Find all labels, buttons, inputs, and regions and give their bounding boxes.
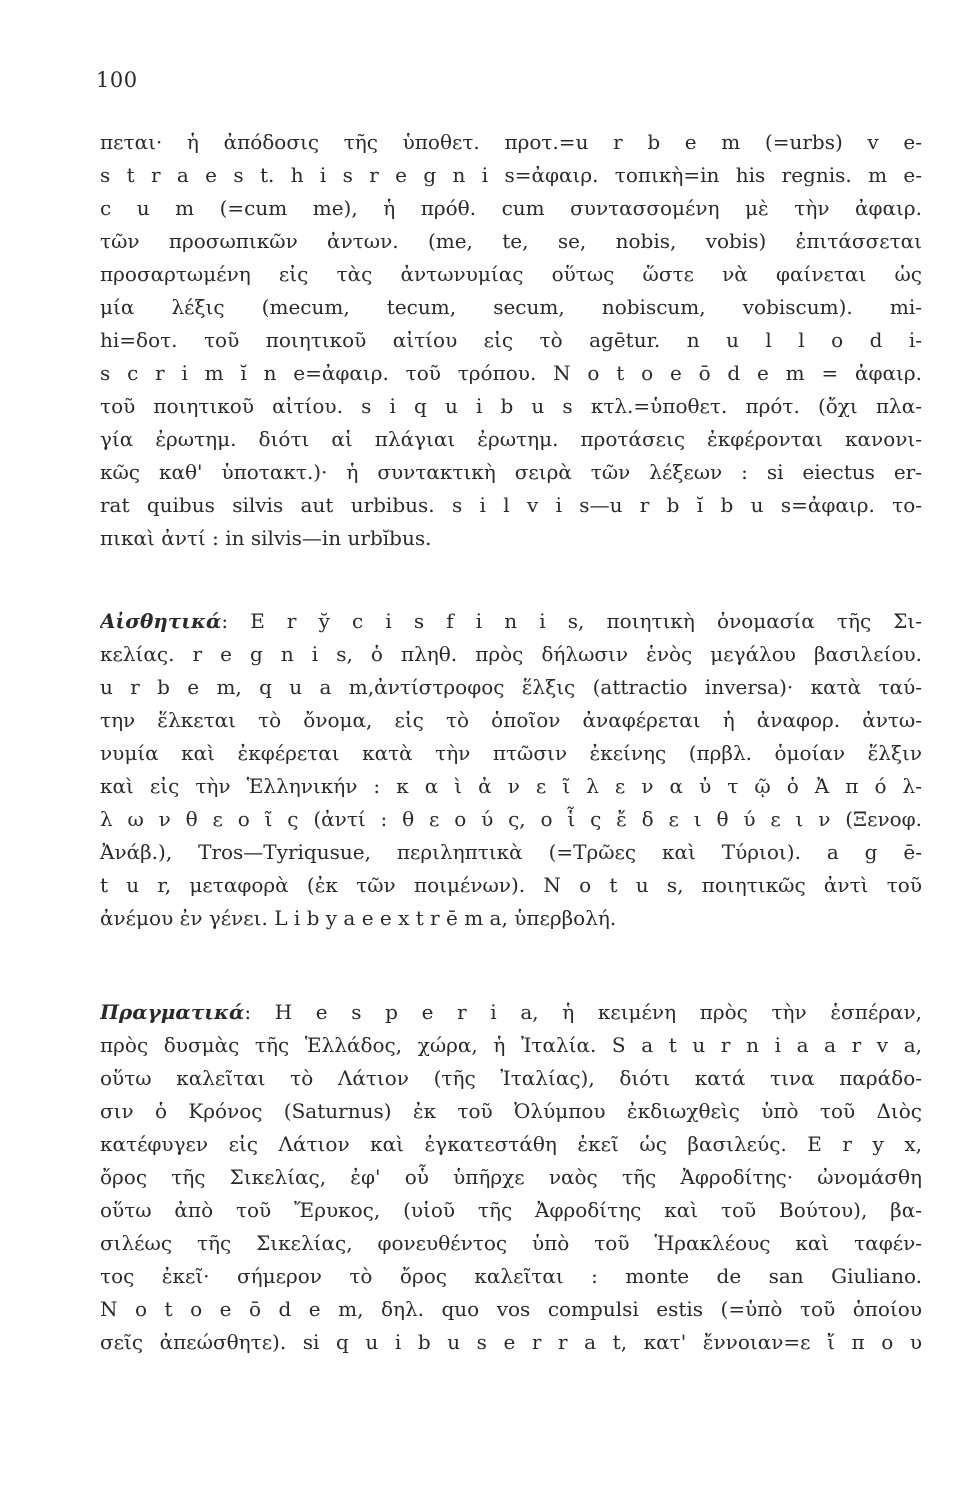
text-line: πεται· ἡ ἀπόδοσις τῆς ὑποθετ. προτ.=u r b e m (=urbs) v e- [100, 130, 922, 154]
text-line: προσαρτωμένη εἰς τὰς ἀντωνυμίας οὕτως ὥστε νὰ φαίνεται ὡς [100, 262, 922, 286]
section-label: Πραγματικά [100, 1000, 245, 1024]
text-line: καὶ εἰς τὴν Ἑλληνικήν : κ α ὶ ἀ ν ε ῖ λ ε ν α ὐ τ ῷ ὁ Ἀ π ό λ- [100, 774, 922, 798]
text-line: s c r i m ĭ n e=ἀφαιρ. τοῦ τρόπου. N o t o e ō d e m = ἀφαιρ. [100, 361, 922, 385]
text-line: οὕτω ἀπὸ τοῦ Ἔρυκος, (υἱοῦ τῆς Ἀφροδίτης καὶ τοῦ Βούτου), βα- [100, 1198, 922, 1222]
paragraph-factual-notes [100, 996, 922, 1359]
text-segment: : H e s p e r i a, ἡ κειμένη πρὸς τὴν ἑσπέραν, [244, 1000, 922, 1024]
text-line: ὄρος τῆς Σικελίας, ἐφ' οὗ ὑπῆρχε ναὸς τῆς Ἀφροδίτης· ὠνομάσθη [100, 1165, 922, 1189]
text-line: τῶν προσωπικῶν ἀντων. (me, te, se, nobis, vobis) ἐπιτάσσεται [100, 229, 922, 253]
text-line: Ἀνάβ.), Tros—Tyriqusue, περιληπτικὰ (=Τρῶες καὶ Τύριοι). a g ē- [100, 840, 922, 864]
text-line: t u r, μεταφορὰ (ἐκ τῶν ποιμένων). N o t u s, ποιητικῶς ἀντὶ τοῦ [100, 873, 922, 897]
text-line: την ἕλκεται τὸ ὄνομα, εἰς τὸ ὁποῖον ἀναφέρεται ἡ ἀναφορ. ἀντω- [100, 708, 922, 732]
text-line: κατέφυγεν εἰς Λάτιον καὶ ἐγκατεστάθη ἐκεῖ ὡς βασιλεύς. E r y x, [100, 1132, 922, 1156]
text-line [100, 996, 922, 1029]
paragraph-notes-grammar [100, 126, 922, 555]
text-line: τοῦ ποιητικοῦ αἰτίου. s i q u i b u s κτλ.=ὑποθετ. πρότ. (ὄχι πλα- [100, 394, 922, 418]
text-line: c u m (=cum me), ἡ πρόθ. cum συντασσομένη μὲ τὴν ἀφαιρ. [100, 196, 922, 220]
text-line: κῶς καθ' ὑποτακτ.)· ἡ συντακτικὴ σειρὰ τῶν λέξεων : si eiectus er- [100, 460, 922, 484]
text-line: σεῖς ἀπεώσθητε). si q u i b u s e r r a t, κατ' ἔννοιαν=ε ἴ π ο υ [100, 1330, 922, 1354]
text-line: N o t o e ō d e m, δηλ. quo vos compulsi estis (=ὑπὸ τοῦ ὁποίου [100, 1297, 922, 1321]
text-line: οὕτω καλεῖται τὸ Λάτιον (τῆς Ἰταλίας), διότι κατά τινα παράδο- [100, 1066, 922, 1090]
text-line: γία ἐρωτημ. διότι αἱ πλάγιαι ἐρωτημ. προτάσεις ἐκφέρονται κανονι- [100, 427, 922, 451]
text-line: σιν ὁ Κρόνος (Saturnus) ἐκ τοῦ Ὀλύμπου ἐκδιωχθεὶς ὑπὸ τοῦ Διὸς [100, 1099, 922, 1123]
text-line: πικαὶ ἀντί : in silvis—in urbĭbus. [100, 526, 432, 550]
text-line: λ ω ν θ ε ο ῖ ς (ἀντί : θ ε ο ύ ς, ο ἷ ς ἔ δ ε ι θ ύ ε ι ν (Ξενοφ. [100, 807, 922, 831]
text-segment: : E r y̆ c i s f i n i s, ποιητικὴ ὀνομασία τῆς Σι- [221, 609, 922, 633]
text-line: s t r a e s t. h i s r e g n i s=ἀφαιρ. τοπικὴ=in his regnis. m e- [100, 163, 922, 187]
text-line: νυμία καὶ ἐκφέρεται κατὰ τὴν πτῶσιν ἐκείνης (πρβλ. ὁμοίαν ἕλξιν [100, 741, 922, 765]
section-label: Αἰσθητικά [100, 609, 222, 633]
paragraph-aesthetic-notes [100, 605, 922, 935]
text-line: κελίας. r e g n i s, ὁ πληθ. πρὸς δήλωσιν ἑνὸς μεγάλου βασιλείου. [100, 642, 922, 666]
text-line: ἀνέμου ἐν γένει. L i b y a e e x t r ē m a, ὑπερβολή. [100, 906, 617, 930]
text-line: τος ἐκεῖ· σήμερον τὸ ὄρος καλεῖται : monte de san Giuliano. [100, 1264, 922, 1288]
text-line: σιλέως τῆς Σικελίας, φονευθέντος ὑπὸ τοῦ Ἡρακλέους καὶ ταφέν- [100, 1231, 922, 1255]
page-number: 100 [96, 68, 138, 92]
text-line: hi=δοτ. τοῦ ποιητικοῦ αἰτίου εἰς τὸ agētur. n u l l o d i- [100, 328, 922, 352]
text-line: rat quibus silvis aut urbibus. s i l v i s—u r b ĭ b u s=ἀφαιρ. το- [100, 493, 922, 517]
text-line: πρὸς δυσμὰς τῆς Ἑλλάδος, χώρα, ἡ Ἰταλία. S a t u r n i a a r v a, [100, 1033, 922, 1057]
text-line: μία λέξις (mecum, tecum, secum, nobiscum, vobiscum). mi- [100, 295, 922, 319]
text-line [100, 605, 922, 638]
text-line: u r b e m, q u a m,ἀντίστροφος ἕλξις (attractio inversa)· κατὰ ταύ- [100, 675, 922, 699]
